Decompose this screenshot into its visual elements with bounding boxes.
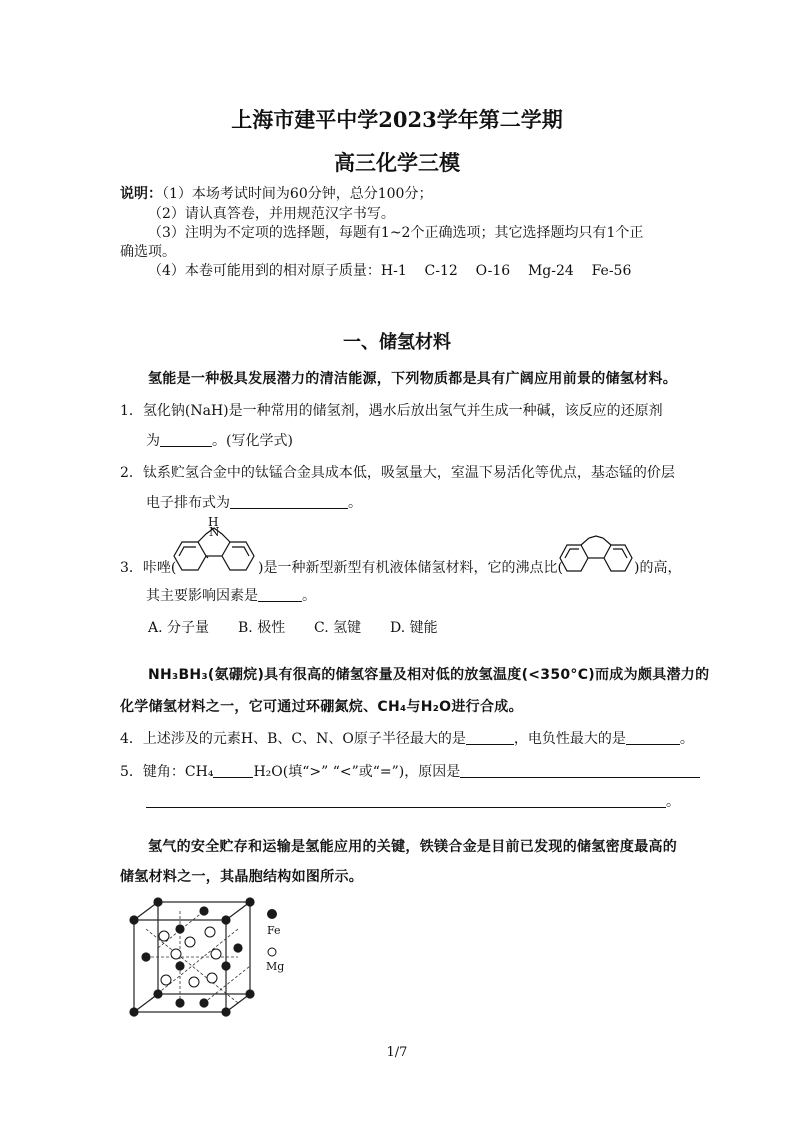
instructions-line-2: （2）请认真答卷，并用规范汉字书写。 [148, 206, 395, 222]
carbazole-structure-icon [170, 516, 258, 578]
page-number: 1/7 [386, 1045, 408, 1060]
legend-mg-label: Mg [266, 960, 285, 973]
section-intro-3-line-2: 储氢材料之一，其晶胞结构如图所示。 [120, 869, 364, 885]
question-3-text-mid: )是一种新型新型有机液体储氢材料，它的沸点比( [258, 560, 563, 576]
exam-subtitle: 高三化学三模 [334, 150, 460, 175]
answer-blank-q5-compare[interactable] [213, 763, 253, 778]
question-3-text-post: )的高， [634, 560, 682, 576]
question-1-line-1: 1．氢化钠(NaH)是一种常用的储氢剂，遇水后放出氢气并生成一种碱，该反应的还原剂 [120, 403, 663, 419]
mg-legend-icon [268, 948, 276, 956]
question-2-line-2: 电子排布式为 。 [146, 495, 362, 511]
question-3-option-d[interactable]: D. 键能 [390, 620, 438, 636]
fe-legend-icon [267, 909, 277, 919]
question-3-text-pre: 3．咔唑( [120, 560, 177, 576]
answer-blank-q4-electronegativity[interactable] [626, 730, 680, 745]
answer-blank-q2[interactable] [230, 494, 348, 509]
instructions-line-1: 说明：（1）本场考试时间为60分钟，总分100分； [120, 186, 433, 202]
instructions-line-4: （4）本卷可能用到的相对原子质量：H-1 C-12 O-16 Mg-24 Fe-56 [148, 263, 632, 279]
question-3-option-b[interactable]: B. 极性 [238, 620, 286, 636]
instructions-line-3: （3）注明为不定项的选择题，每题有1~2个正确选项；其它选择题均只有1个正 [148, 225, 644, 241]
question-5: 5．键角：CH₄ H₂O(填“>” “<”或“=”)，原因是 [120, 761, 700, 781]
question-3-option-c[interactable]: C. 氢键 [314, 620, 362, 636]
question-1-line-2: 为 。(写化学式) [146, 433, 293, 449]
section-intro-3-line-1: 氢气的安全贮存和运输是氢能应用的关键，铁镁合金是目前已发现的储氢密度最高的 [148, 839, 678, 855]
svg-text:N: N [209, 525, 220, 539]
fe-mg-unit-cell-diagram [124, 892, 294, 1018]
question-4: 4．上述涉及的元素H、B、C、N、O原子半径最大的是 ，电负性最大的是 。 [120, 731, 694, 747]
svg-text:H: H [208, 516, 219, 529]
answer-blank-q5-reason-cont[interactable] [146, 793, 666, 808]
question-3-line-2: 其主要影响因素是 。 [146, 588, 316, 604]
section-intro-1: 氢能是一种极具发展潜力的清洁能源，下列物质都是具有广阔应用前景的储氢材料。 [148, 371, 678, 387]
question-3-option-a[interactable]: A. 分子量 [148, 620, 210, 636]
legend-fe-label: Fe [267, 924, 281, 937]
instructions-line-3-cont: 确选项。 [120, 244, 176, 260]
section-intro-2-line-1: NH₃BH₃(氨硼烷)具有很高的储氢容量及相对低的放氢温度(<350°C)而成为颇具潜力的 [148, 667, 710, 683]
legend [266, 909, 284, 973]
answer-blank-q3[interactable] [258, 587, 302, 602]
answer-blank-q5-reason[interactable] [460, 763, 700, 778]
instructions-label: 说明： [120, 186, 162, 202]
answer-blank-q4-radius[interactable] [466, 730, 514, 745]
answer-blank-q1[interactable] [160, 432, 212, 447]
question-2-line-1: 2．钛系贮氢合金中的钛锰合金具成本低，吸氢量大，室温下易活化等优点，基态锰的价层 [120, 465, 675, 481]
section-title: 一、储氢材料 [343, 332, 451, 353]
question-5-line-2: 。 [146, 791, 680, 811]
exam-title: 上海市建平中学2023学年第二学期 [231, 107, 563, 132]
fluorene-structure-icon [556, 532, 636, 578]
section-intro-2-line-2: 化学储氢材料之一，它可通过环硼氮烷、CH₄与H₂O进行合成。 [120, 699, 523, 715]
